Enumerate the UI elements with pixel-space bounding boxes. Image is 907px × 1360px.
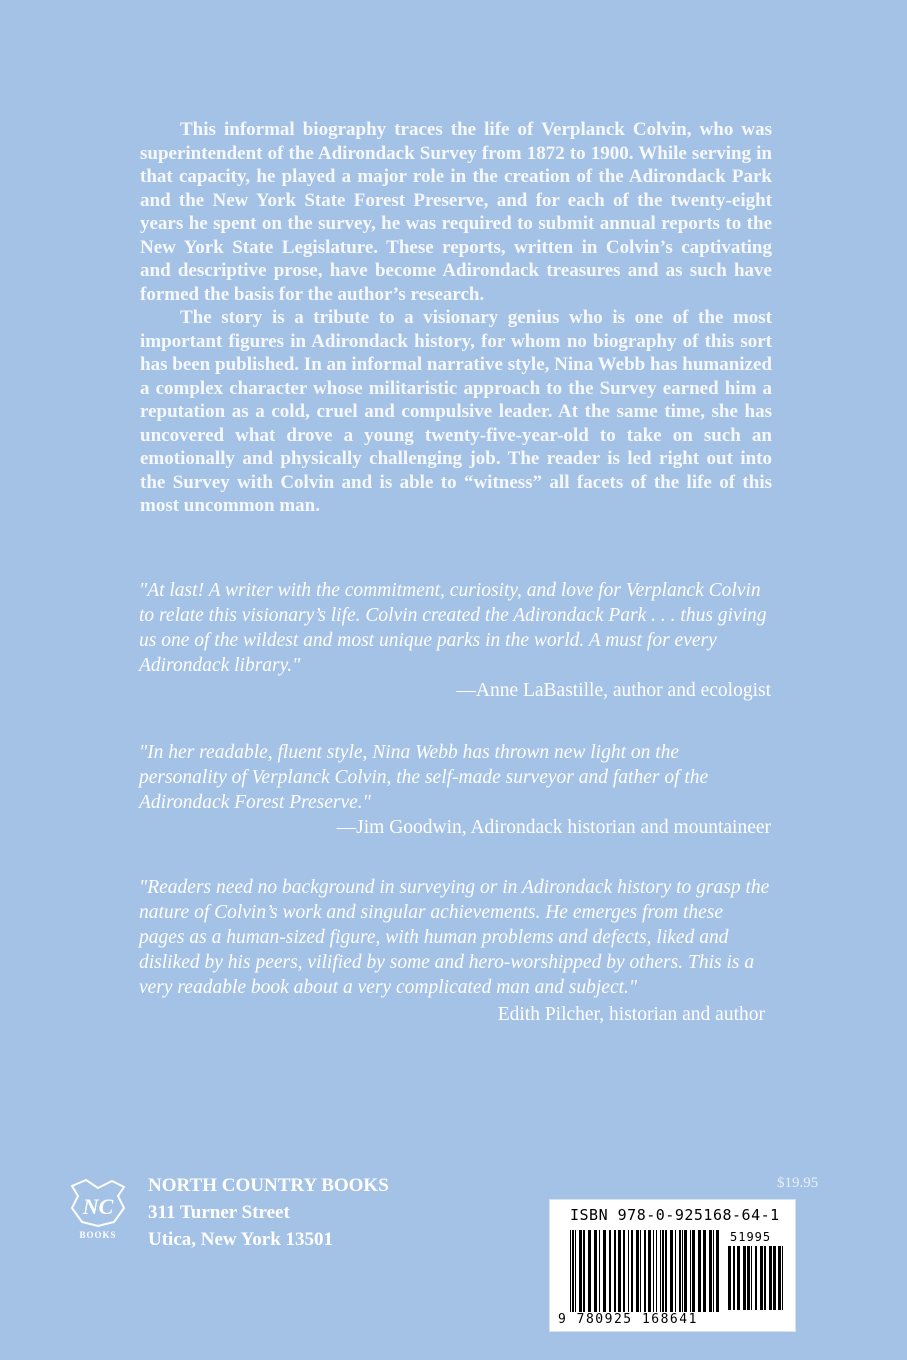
blurb-paragraph-2: The story is a tribute to a visionary genius who is one of the most important figures in Adirondack history, for whom no biography of this sort has been published. In an informal narrative style, Nina Webb has humanized a complex character whose militaristic approach to the Survey earned him a reputation as a cold, cruel and compulsive leader. At the same time, she has uncovered what drove a young twenty-five-year-old to take on such an emotionally and physically challenging job. The reader is led right out into the Survey with Colvin and is able to “witness” all facets of the life of this most uncommon man. — [140, 307, 772, 516]
publisher-logo-icon — [68, 1178, 128, 1240]
barcode-bar — [656, 1230, 657, 1312]
barcode-bar — [623, 1230, 625, 1312]
publisher-name: NORTH COUNTRY BOOKS — [148, 1175, 389, 1196]
ean-digits: 9 780925 168641 — [558, 1312, 698, 1327]
barcode-bar — [640, 1230, 641, 1312]
barcode-bar — [644, 1230, 646, 1312]
barcode-bar — [690, 1230, 691, 1312]
barcode-bar — [670, 1230, 673, 1312]
barcode-bar — [583, 1230, 585, 1312]
barcode-bar — [682, 1230, 683, 1312]
barcode-bar — [755, 1246, 757, 1310]
quote-attribution: Edith Pilcher, historian and author — [497, 1004, 765, 1025]
barcode-bar — [631, 1230, 633, 1312]
description-blurb — [140, 118, 772, 518]
quote-text: "At last! A writer with the commitment, curiosity, and love for Verplanck Colvin to relate this visionary’s life. Colvin created the Adirondack Park . . . thus giving us one of the wildest and most unique parks in the world. A must for every Adirondack library." — [139, 580, 767, 676]
barcode-bar — [603, 1230, 606, 1312]
barcode-bar — [773, 1246, 776, 1310]
quote-text: "Readers need no background in surveying or in Adirondack history to grasp the nature of Colvin’s work and singular achievements. He emerges from these pages as a human-sized figure, with human problems and defects, liked and disliked by his peers, vilified by some and hero-worshipped by others. This is a very readable book about a very complicated man and subject." — [139, 877, 770, 998]
barcode-bar — [618, 1230, 621, 1312]
barcode-bar — [769, 1246, 772, 1310]
barcode-bar — [778, 1246, 781, 1310]
price-label: $19.95 — [777, 1175, 819, 1191]
barcode-bar — [716, 1230, 719, 1312]
logo-books-text: BOOKS — [79, 1230, 117, 1240]
barcode-bar — [737, 1246, 740, 1310]
quote-attribution: —Jim Goodwin, Adirondack historian and mountaineer — [336, 817, 771, 838]
barcode-bar — [662, 1230, 664, 1312]
publisher-street: 311 Turner Street — [148, 1202, 290, 1223]
barcode-bar — [684, 1230, 687, 1312]
barcode-bar — [782, 1246, 783, 1310]
barcode-bar — [579, 1230, 582, 1312]
barcode-bar — [614, 1230, 616, 1312]
publisher-address — [148, 1172, 468, 1253]
barcode-bar — [679, 1230, 681, 1312]
barcode-bar — [728, 1246, 731, 1310]
isbn-barcode — [549, 1199, 796, 1332]
barcode-bar — [709, 1230, 712, 1312]
quote-attribution: —Anne LaBastille, author and ecologist — [456, 680, 771, 701]
barcode-bar — [703, 1230, 706, 1312]
addon-barcode-bars — [728, 1246, 786, 1318]
barcode-bar — [675, 1230, 676, 1312]
publisher-city: Utica, New York 13501 — [148, 1229, 334, 1250]
barcode-bar — [660, 1230, 661, 1312]
isbn-label: ISBN 978-0-925168-64-1 — [570, 1206, 780, 1224]
barcode-bar — [698, 1230, 701, 1312]
barcode-bar — [743, 1246, 746, 1310]
barcode-bar — [713, 1230, 714, 1312]
barcode-bar — [572, 1230, 574, 1312]
barcode-bar — [733, 1246, 735, 1310]
review-quote-2 — [139, 740, 771, 840]
barcode-bar — [665, 1230, 667, 1312]
blurb-paragraph-1: This informal biography traces the life of Verplanck Colvin, who was superintendent of the Adirondack Survey from 1872 to 1900. While serving in that capacity, he played a major role in the creation of the Adirondack Park and the New York State Forest Preserve, and for each of the twenty-eight years he spent on the survey, he was required to submit annual reports to the New York State Legislature. These reports, written in Colvin’s captivating and descriptive prose, have become Adirondack treasures and as such have formed the basis for the author’s research. — [140, 119, 772, 305]
barcode-bar — [760, 1246, 763, 1310]
ean-barcode-bars — [570, 1230, 720, 1318]
barcode-bar — [751, 1246, 752, 1310]
barcode-bar — [599, 1230, 600, 1312]
barcode-bar — [628, 1230, 629, 1312]
barcode-bar — [636, 1230, 639, 1312]
addon-digits: 51995 — [730, 1230, 772, 1244]
barcode-bar — [575, 1230, 576, 1312]
barcode-bar — [594, 1230, 597, 1312]
logo-letters: NC — [82, 1194, 114, 1219]
barcode-bar — [609, 1230, 611, 1312]
barcode-bar — [648, 1230, 651, 1312]
quote-text: "In her readable, fluent style, Nina Webb has thrown new light on the personality of Verplanck Colvin, the self-made surveyor and father of the Adirondack Forest Preserve." — [139, 742, 709, 813]
barcode-bar — [570, 1230, 571, 1312]
review-quote-3 — [139, 875, 771, 1027]
barcode-bar — [764, 1246, 766, 1310]
review-quote-1 — [139, 578, 771, 703]
barcode-bar — [692, 1230, 695, 1312]
barcode-bar — [653, 1230, 654, 1312]
barcode-bar — [588, 1230, 591, 1312]
barcode-bar — [747, 1246, 750, 1310]
